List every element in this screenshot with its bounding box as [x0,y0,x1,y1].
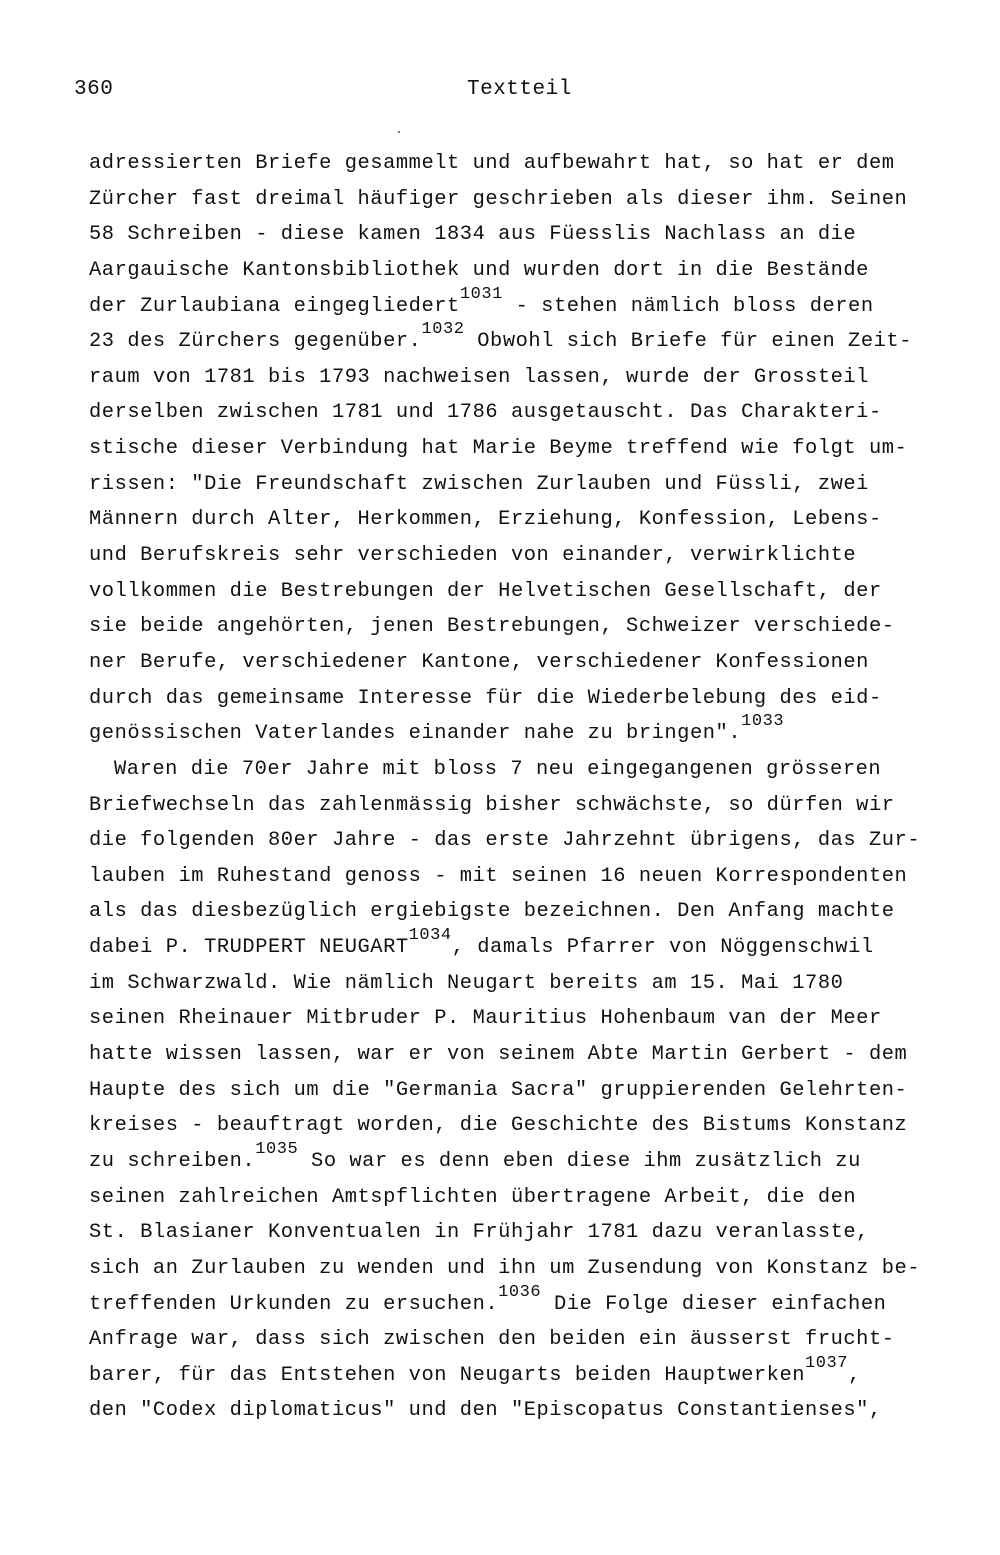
footnote-ref: 1034 [408,926,452,946]
line-text: lauben im Ruhestand genoss - mit seinen 16 neuen Korrespondenten [89,864,908,888]
footnote-ref: 1033 [741,712,785,732]
text-line [89,502,969,538]
text-line [89,681,969,717]
text-line [89,859,969,895]
line-text: Waren die 70er Jahre mit bloss 7 neu eingegangenen grösseren [114,757,882,781]
footnote-ref: 1036 [498,1282,542,1302]
line-text: als das diesbezüglich ergiebigste bezeichnen. Den Anfang machte [89,900,895,924]
text-line [89,712,969,752]
line-text-after-footnote: , [848,1363,861,1387]
line-text: sie beide angehörten, jenen Bestrebungen, Schweizer verschiede- [89,615,895,639]
text-line [89,574,969,610]
footnote-ref: 1032 [421,320,465,340]
line-text: zu schreiben. [89,1149,256,1173]
text-line [89,894,969,930]
line-text: rissen: "Die Freundschaft zwischen Zurlauben und Füssli, zwei [89,472,869,496]
line-text-after-footnote: So war es denn eben diese ihm zusätzlich zu [298,1149,861,1173]
line-text: raum von 1781 bis 1793 nachweisen lassen, wurde der Grossteil [89,365,869,389]
text-line [89,823,969,859]
page-header [74,78,934,108]
text-line [89,146,969,182]
line-text: den "Codex diplomaticus" und den "Episcopatus Constantienses", [89,1399,882,1423]
line-text: dabei P. TRUDPERT NEUGART [89,936,409,960]
line-text: im Schwarzwald. Wie nämlich Neugart bereits am 15. Mai 1780 [89,971,844,995]
text-line [89,284,969,325]
line-text: Zürcher fast dreimal häufiger geschrieben als dieser ihm. Seinen [89,187,908,211]
line-text: St. Blasianer Konventualen in Frühjahr 1781 dazu veranlasste, [89,1221,869,1245]
text-line [89,182,969,218]
line-text-after-footnote: Die Folge dieser einfachen [541,1292,887,1316]
text-line [89,1282,969,1323]
line-text-after-footnote: - stehen nämlich bloss deren [502,294,874,318]
text-line [89,752,969,788]
line-text: adressierten Briefe gesammelt und aufbewahrt hat, so hat er dem [89,152,895,175]
text-line [89,1322,969,1358]
text-line [89,1139,969,1180]
text-line [89,1251,969,1287]
line-text: die folgenden 80er Jahre - das erste Jahrzehnt übrigens, das Zur- [89,829,921,853]
text-line [89,1180,969,1216]
line-text: seinen zahlreichen Amtspflichten übertragene Arbeit, die den [89,1185,857,1209]
line-text: hatte wissen lassen, war er von seinem Abte Martin Gerbert - dem [89,1043,908,1067]
text-line [89,1215,969,1251]
line-text: derselben zwischen 1781 und 1786 ausgetauscht. Das Charakteri- [89,401,882,425]
text-line [89,1353,969,1394]
text-line [89,217,969,253]
line-text: 58 Schreiben - diese kamen 1834 aus Füesslis Nachlass an die [89,223,857,247]
line-text: seinen Rheinauer Mitbruder P. Mauritius Hohenbaum van der Meer [89,1007,882,1031]
line-text: der Zurlaubiana eingegliedert [89,294,460,318]
text-line [89,1108,969,1144]
text-line [89,467,969,503]
line-text: vollkommen die Bestrebungen der Helvetischen Gesellschaft, der [89,579,882,603]
text-line [89,1073,969,1109]
text-line [89,320,969,360]
line-text: Männern durch Alter, Herkommen, Erziehung, Konfession, Lebens- [89,508,882,532]
line-text: Haupte des sich um die "Germania Sacra" gruppierenden Gelehrten- [89,1078,908,1102]
text-line [89,926,969,966]
line-text: barer, für das Entstehen von Neugarts beiden Hauptwerken [89,1363,806,1387]
line-text: Aargauische Kantonsbibliothek und wurden dort in die Bestände [89,258,869,282]
text-line [89,538,969,574]
line-text-after-footnote: , damals Pfarrer von Nöggenschwil [451,936,874,960]
page-number: 360 [74,78,114,101]
text-line [89,966,969,1002]
line-text: und Berufskreis sehr verschieden von einander, verwirklichte [89,544,857,568]
text-line [89,360,969,396]
line-text: genössischen Vaterlandes einander nahe zu bringen". [89,722,742,746]
line-text-after-footnote: Obwohl sich Briefe für einen Zeit- [464,330,912,354]
print-speck [398,131,400,133]
line-text: Anfrage war, dass sich zwischen den beiden ein äusserst frucht- [89,1328,895,1352]
line-text: 23 des Zürchers gegenüber. [89,330,422,354]
line-text: sich an Zurlauben zu wenden und ihn um Zusendung von Konstanz be- [89,1256,921,1280]
line-text: ner Berufe, verschiedener Kantone, verschiedener Konfessionen [89,650,869,674]
text-line [89,788,969,824]
line-text: stische dieser Verbindung hat Marie Beyme treffend wie folgt um- [89,437,908,461]
text-line [89,395,969,431]
line-text: treffenden Urkunden zu ersuchen. [89,1292,499,1316]
line-text: durch das gemeinsame Interesse für die Wiederbelebung des eid- [89,686,882,710]
text-line [89,1001,969,1037]
text-line [89,645,969,681]
footnote-ref: 1035 [255,1139,299,1159]
line-text: Briefwechseln das zahlenmässig bisher schwächste, so dürfen wir [89,793,895,817]
running-head: Textteil [467,78,572,101]
footnote-ref: 1031 [459,284,503,304]
text-line [89,1393,969,1429]
body-text [89,146,969,1429]
line-text: kreises - beauftragt worden, die Geschichte des Bistums Konstanz [89,1114,908,1138]
footnote-ref: 1037 [805,1353,849,1373]
text-line [89,431,969,467]
text-line [89,609,969,645]
text-line [89,253,969,289]
text-line [89,1037,969,1073]
